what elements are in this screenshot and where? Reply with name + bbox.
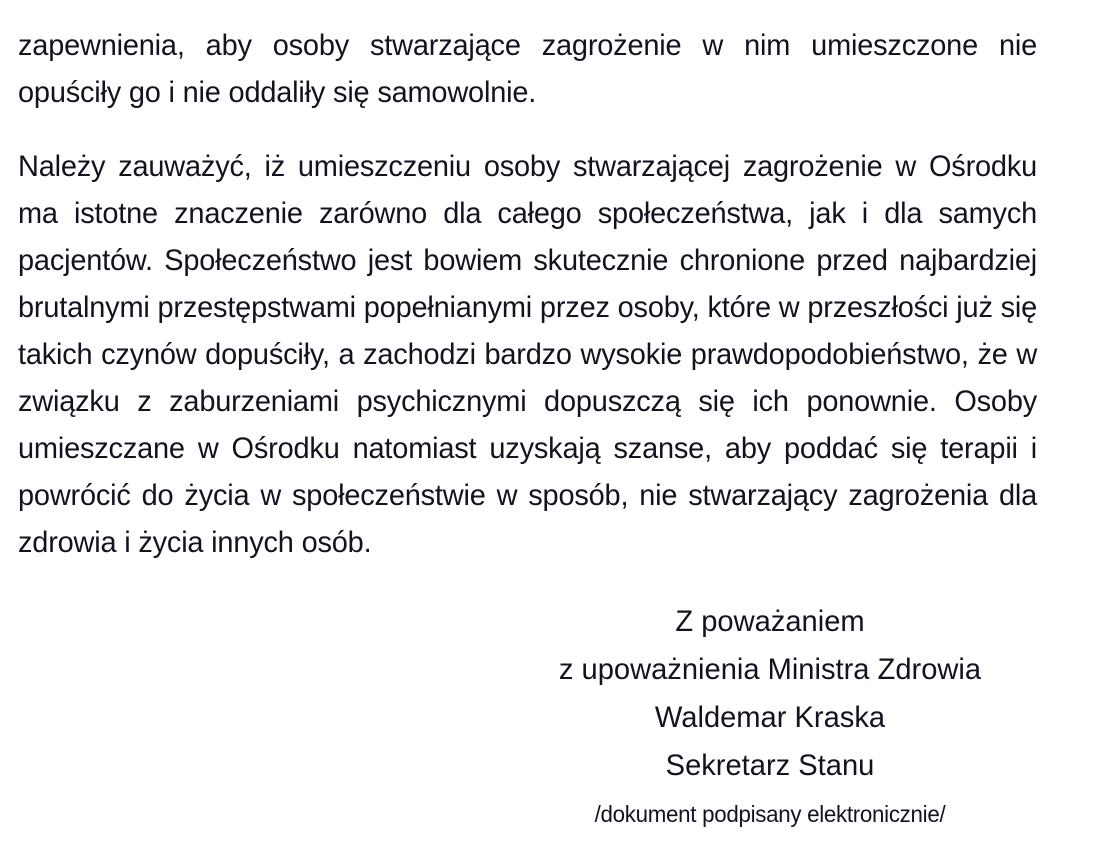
signature-title: Sekretarz Stanu (665, 749, 875, 782)
body-paragraph-2: Należy zauważyć, iż umieszczeniu osoby stwarzającej zagrożenie w Ośrodku ma istotne znaczenie zarówno dla całego społeczeństwa, jak i dla samych pacjentów. Społeczeństwo jest bowiem skutecznie chronione przed najbardziej brutalnymi przestępstwami popełnianymi przez osoby, które w przeszłości już się takich czynów dopuściły, a zachodzi bardzo wysokie prawdopodobieństwo, że w związku z zaburzeniami psychicznymi dopuszczą się ich ponownie. Osoby umieszczane w Ośrodku natomiast uzyskają szanse, aby poddać się terapii i powrócić do życia w społeczeństwie w sposób, nie stwarzający zagrożenia dla zdrowia i życia innych osób. (18, 150, 1038, 559)
body-paragraph-1: zapewnienia, aby osoby stwarzające zagrożenie w nim umieszczone nie opuściły go i nie oddaliły się samowolnie. (18, 29, 1038, 109)
signature-closing: Z poważaniem (675, 605, 865, 638)
signature-electronic-note: /dokument podpisany elektronicznie/ (594, 801, 946, 827)
signature-block (470, 598, 1070, 834)
document-body (18, 0, 1074, 566)
signature-name: Waldemar Kraska (654, 701, 886, 734)
signature-authorization: z upoważnienia Ministra Zdrowia (558, 653, 982, 686)
